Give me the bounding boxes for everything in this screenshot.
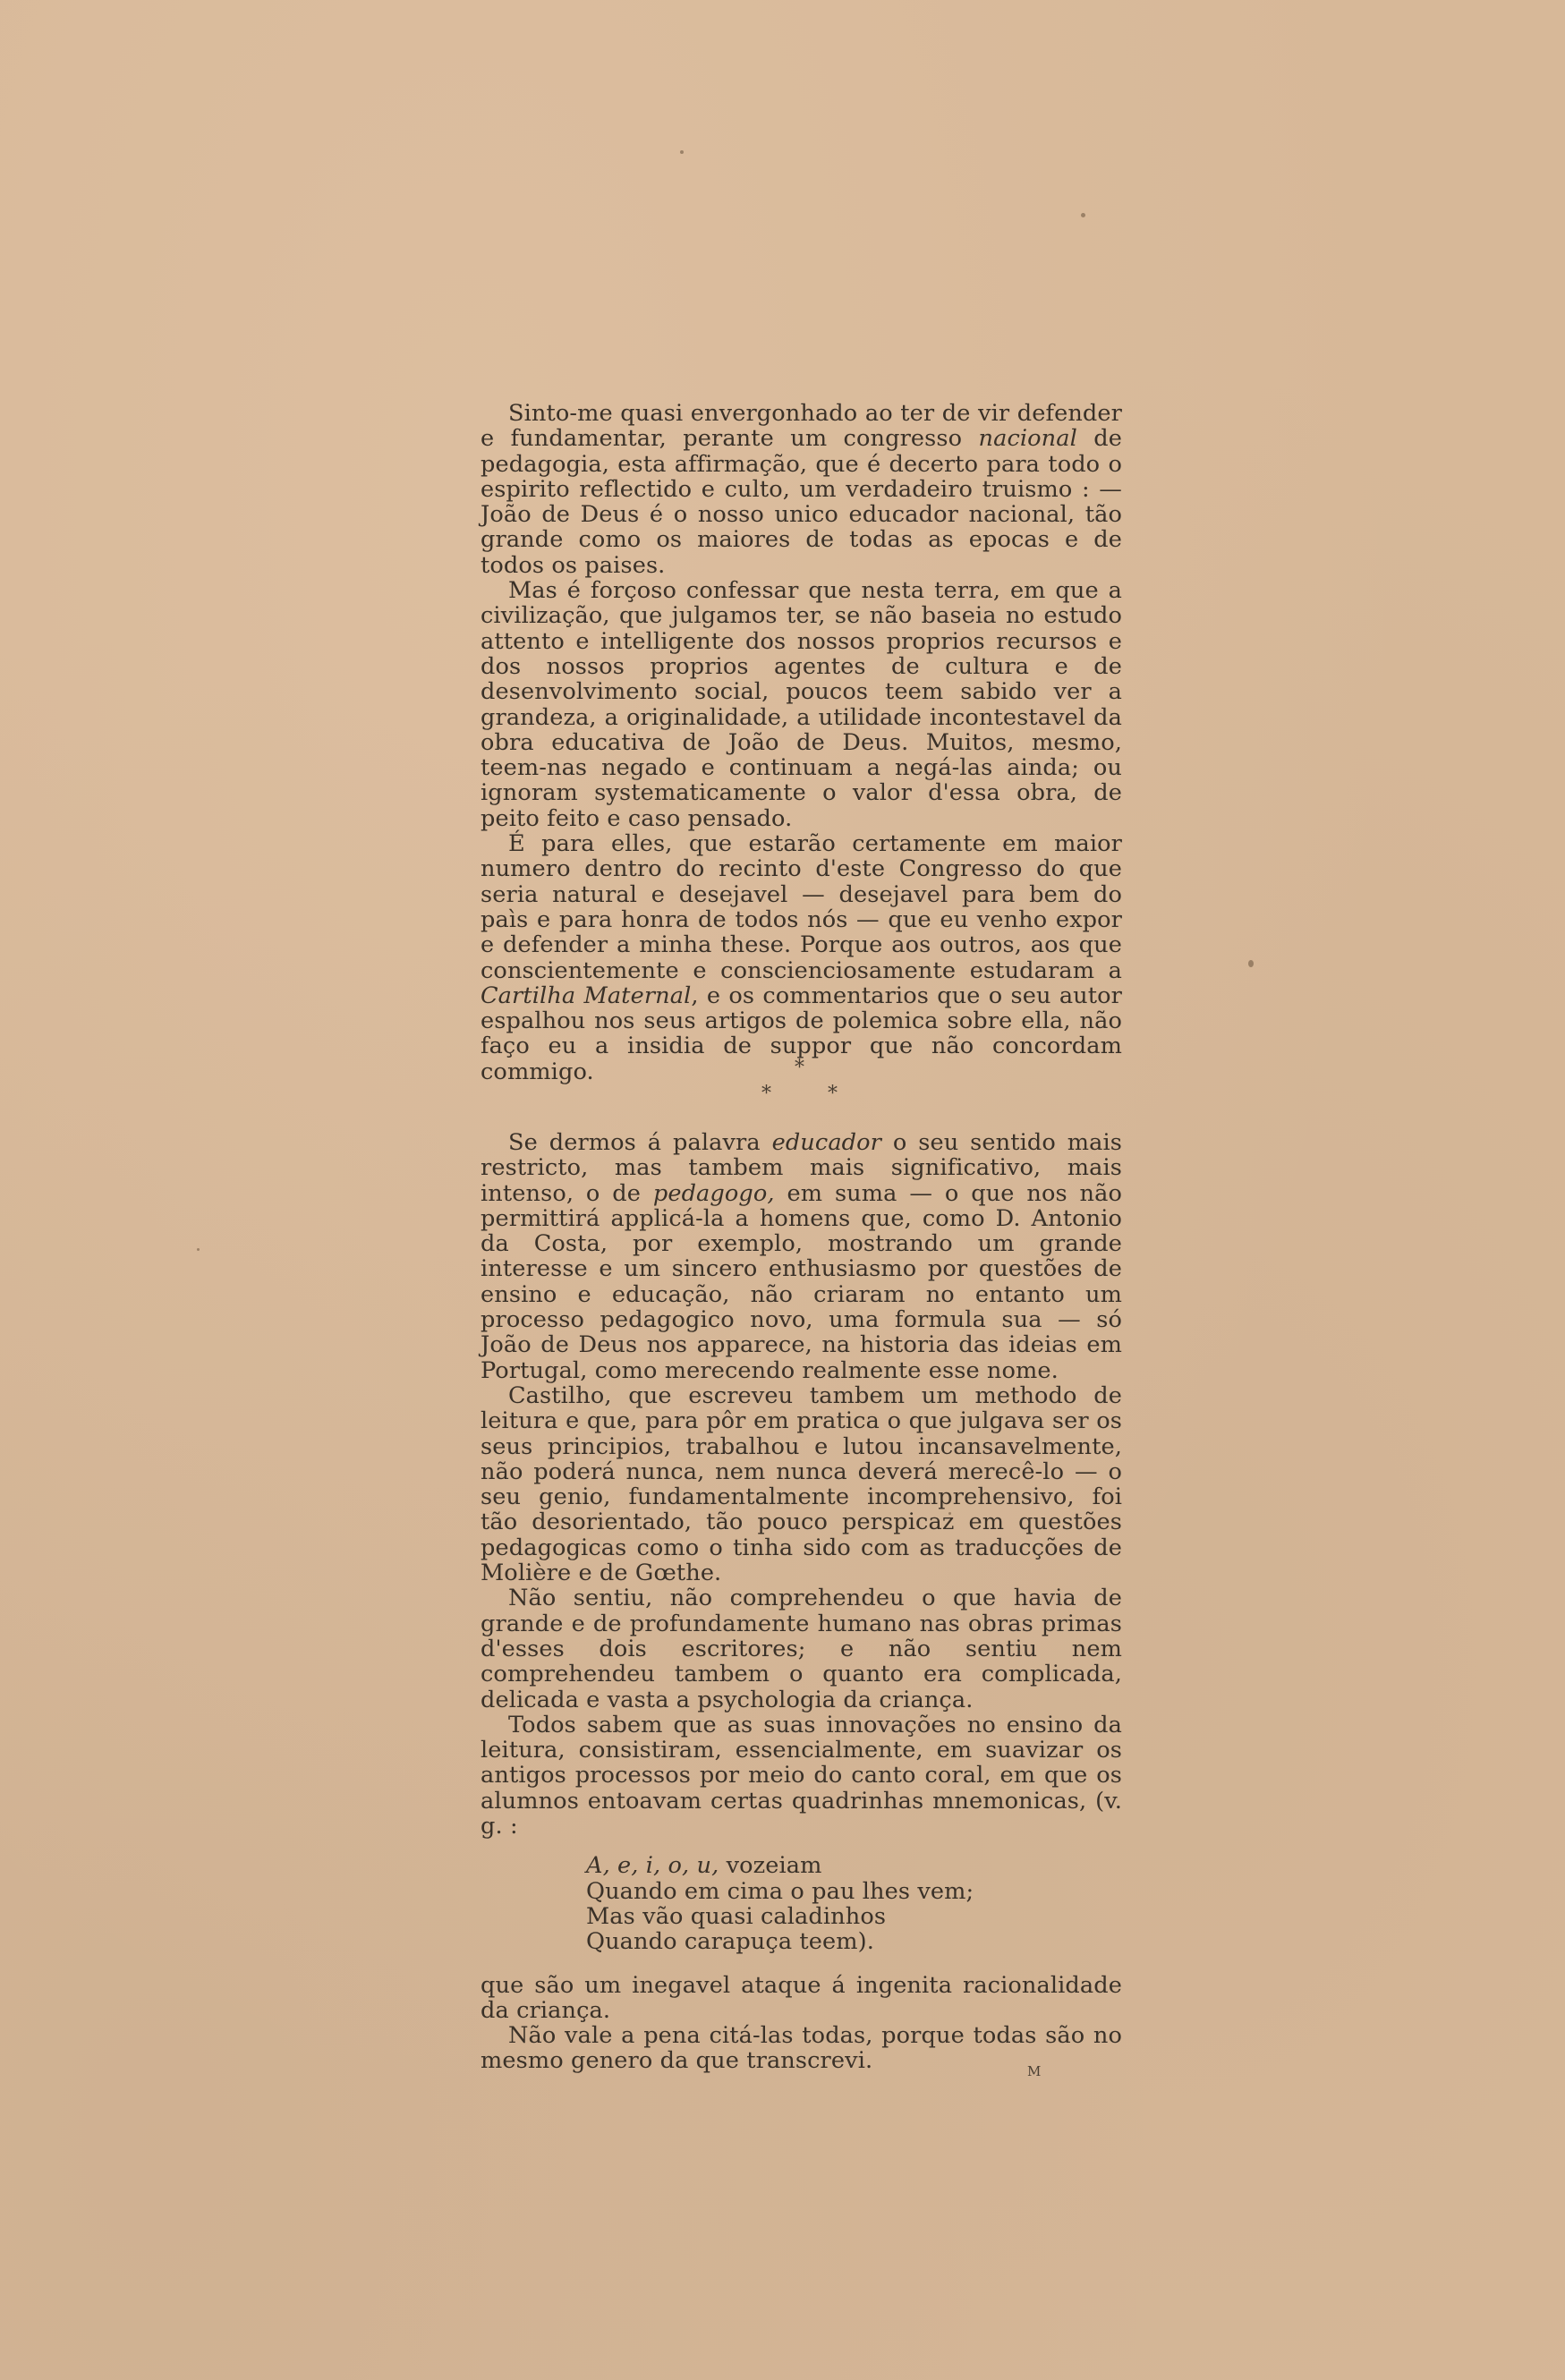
paper-speck xyxy=(1248,960,1254,967)
paper-speck xyxy=(948,1512,951,1515)
paper-speck xyxy=(1081,213,1085,217)
paragraph: Se dermos á palavra educador o seu sentido mais restricto, mas tambem mais significativo, mais intenso, o de pedagogo, em suma — o que nos não permittirá applicá-la a homens que, como D. Antonio da Costa, por exemplo, mostrando um grande interesse e um sincero enthusiasmo por questões de ensino e educação, não criaram no entanto um processo pedagogico novo, uma formula sua — só João de Deus nos apparece, na historia das ideias em Portugal, como merecendo realmente esse nome. xyxy=(481,1129,1122,1384)
paragraph: Não sentiu, não comprehendeu o que havia de grande e de profundamente humano nas obras primas d'esses dois escritores; e não sentiu nem comprehendeu tambem o quanto era complicada, delicada e vasta a psychologia da criança. xyxy=(481,1585,1122,1713)
asterisk: * xyxy=(795,1057,804,1079)
paragraph: que são um inegavel ataque á ingenita racionalidade da criança. xyxy=(481,1971,1122,2024)
asterisk: * xyxy=(828,1083,838,1105)
emphasis: nacional xyxy=(978,425,1077,453)
paragraph: Mas é forçoso confessar que nesta terra, em que a civilização, que julgamos ter, se não baseia no estudo attento e intelligente dos nossos proprios recursos e dos nossos proprios agentes de cultura e de desenvolvimento social, poucos teem sabido ver a grandeza, a originalidade, a utilidade incontestavel da obra educativa de João de Deus. Muitos, mesmo, teem-nas negado e continuam a negá-las ainda; ou ignoram systematicamente o valor d'essa obra, de peito feito e caso pensado. xyxy=(481,577,1122,832)
verse-line: Quando carapuça teem). xyxy=(586,1928,874,1956)
verse-line: A, e, i, o, u, vozeiam xyxy=(586,1852,822,1880)
section-divider-asterisks xyxy=(481,1058,1122,1112)
paragraph: Castilho, que escreveu tambem um methodo de leitura e que, para pôr em pratica o que julgava ser os seus principios, trabalhou e lutou incansavelmente, não poderá nunca, nem nunca deverá merecê-lo — o seu genio, fundamentalmente incomprehensivo, foi tão desorientado, tão pouco perspicaz em questões pedagogicas como o tinha sido com as traducções de Molière e de Gœthe. xyxy=(481,1381,1122,1587)
paragraph: Sinto-me quasi envergonhado ao ter de vir defender e fundamentar, perante um congresso nacional de pedagogia, esta affirmação, que é decerto para todo o espirito reflectido e culto, um verdadeiro truismo : — João de Deus é o nosso unico educador nacional, tão grande como os maiores de todas as epocas e de todos os paises. xyxy=(481,400,1122,579)
signature-mark: M xyxy=(1027,2063,1042,2079)
paragraph: É para elles, que estarão certamente em maior numero dentro do recinto d'este Congresso do que seria natural e desejavel — desejavel para bem do paìs e para honra de todos nós — que eu venho expor e defender a minha these. Porque aos outros, aos que conscientemente e conscienciosamente estudaram a Cartilha Maternal, e os commentarios que o seu autor espalhou nos seus artigos de polemica sobre ella, não faço eu a insidia de suppor que não concordam commigo. xyxy=(481,830,1122,1085)
emphasis: A, e, i, o, u, xyxy=(586,1852,719,1880)
paragraph: Não vale a pena citá-las todas, porque todas são no mesmo genero da que transcrevi. xyxy=(481,2022,1122,2075)
text-section-1 xyxy=(481,401,1122,1084)
verse-quote xyxy=(586,1853,1122,1954)
paper-speck xyxy=(197,1248,200,1251)
after-verse xyxy=(481,1973,1122,2074)
verse-line: Quando em cima o pau lhes vem; xyxy=(586,1877,974,1905)
emphasis: Cartilha Maternal xyxy=(481,982,692,1009)
verse-line: Mas vão quasi caladinhos xyxy=(586,1902,887,1930)
paper-speck xyxy=(680,150,684,154)
emphasis: pedagogo, xyxy=(652,1179,775,1207)
asterisk: * xyxy=(761,1083,771,1105)
emphasis: educador xyxy=(771,1129,882,1156)
paragraph: Todos sabem que as suas innovações no ensino da leitura, consistiram, essencialmente, em suavizar os antigos processos por meio do canto coral, em que os alumnos entoavam certas quadrinhas mnemonicas, (v. g. : xyxy=(481,1711,1122,1840)
text-section-2 xyxy=(481,1130,1122,2074)
